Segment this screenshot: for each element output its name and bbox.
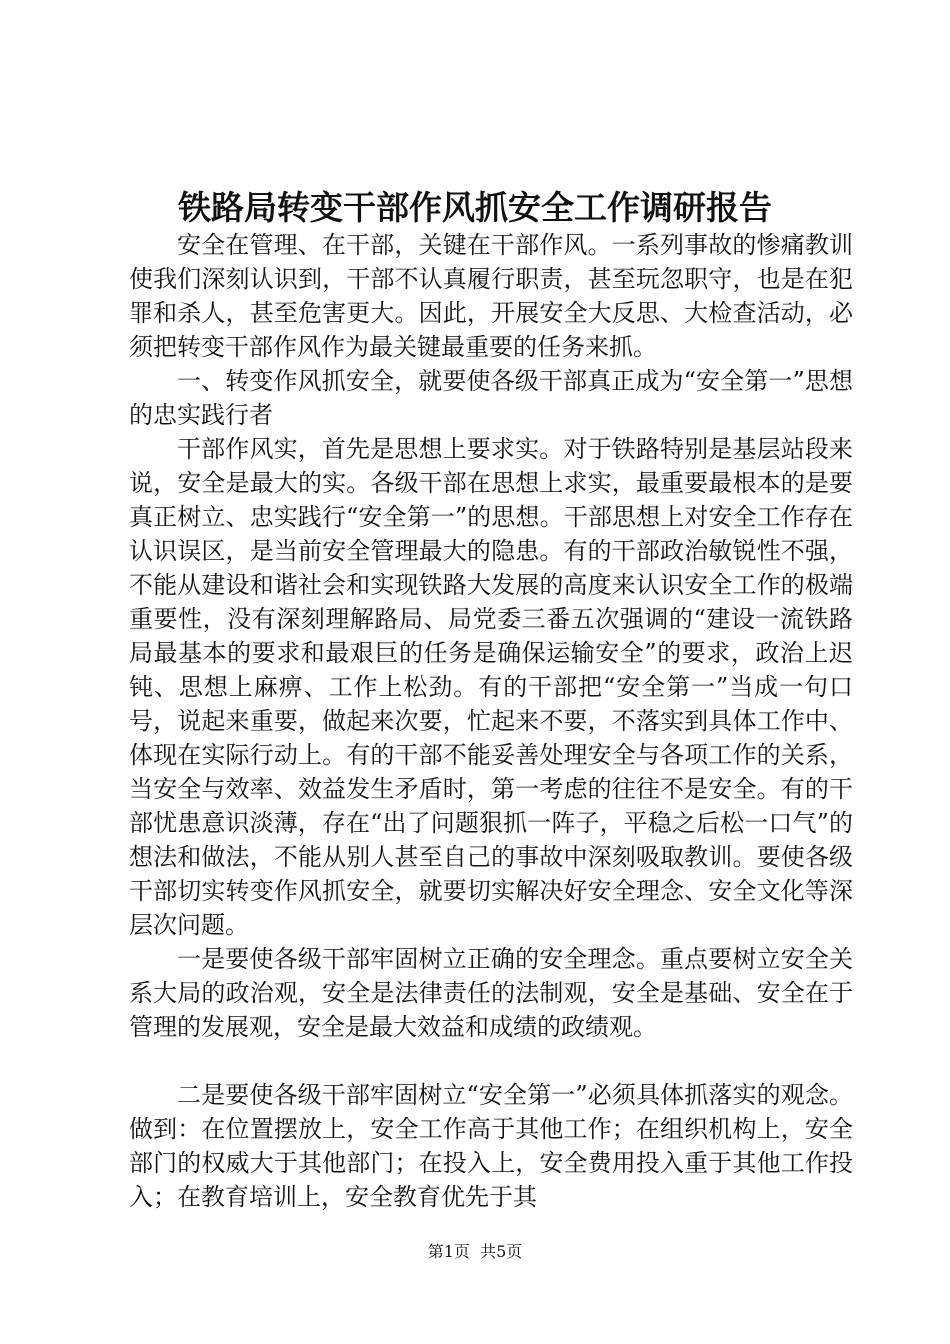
page-number: 第1页 共5页 (427, 1242, 523, 1261)
document-body (129, 228, 853, 1214)
paragraph-point-1: 一是要使各级干部牢固树立正确的安全理念。重点要树立安全关系大局的政治观，安全是法律责任的法制观，安全是基础、安全在于管理的发展观，安全是最大效益和成绩的政绩观。 (129, 945, 853, 1041)
document-title: 铁路局转变干部作风抓安全工作调研报告 (178, 188, 772, 227)
paragraph-section-1: 干部作风实，首先是思想上要求实。对于铁路特别是基层站段来说，安全是最大的实。各级干部在思想上求实，最重要最根本的是要真正树立、忠实践行“安全第一”的思想。干部思想上对安全工作存在认识误区，是当前安全管理最大的隐患。有的干部政治敏锐性不强，不能从建设和谐社会和实现铁路大发展的高度来认识安全工作的极端重要性，没有深刻理解路局、局党委三番五次强调的“建设一流铁路局最基本的要求和最艰巨的任务是确保运输安全”的要求，政治上迟钝、思想上麻痹、工作上松劲。有的干部把“安全第一”当成一句口号，说起来重要，做起来次要，忙起来不要，不落实到具体工作中、体现在实际行动上。有的干部不能妥善处理安全与各项工作的关系，当安全与效率、效益发生矛盾时，第一考虑的往往不是安全。有的干部忧患意识淡薄，存在“出了问题狠抓一阵子，平稳之后松一口气”的想法和做法，不能从别人甚至自己的事故中深刻吸取教训。要使各级干部切实转变作风抓安全，就要切实解决好安全理念、安全文化等深层次问题。 (129, 435, 853, 939)
paragraph-point-2: 二是要使各级干部牢固树立“安全第一”必须具体抓落实的观念。做到：在位置摆放上，安全工作高于其他工作；在组织机构上，安全部门的权威大于其他部门；在投入上，安全费用投入重于其他工作投入；在教育培训上，安全教育优先于其 (129, 1081, 853, 1211)
section-heading-1: 一、转变作风抓安全，就要使各级干部真正成为“安全第一”思想的忠实践行者 (129, 367, 853, 429)
paragraph-intro: 安全在管理、在干部，关键在干部作风。一系列事故的惨痛教训使我们深刻认识到，干部不认真履行职责，甚至玩忽职守，也是在犯罪和杀人，甚至危害更大。因此，开展安全大反思、大检查活动，必须把转变干部作风作为最关键最重要的任务来抓。 (129, 231, 853, 361)
page-footer (0, 1240, 950, 1264)
